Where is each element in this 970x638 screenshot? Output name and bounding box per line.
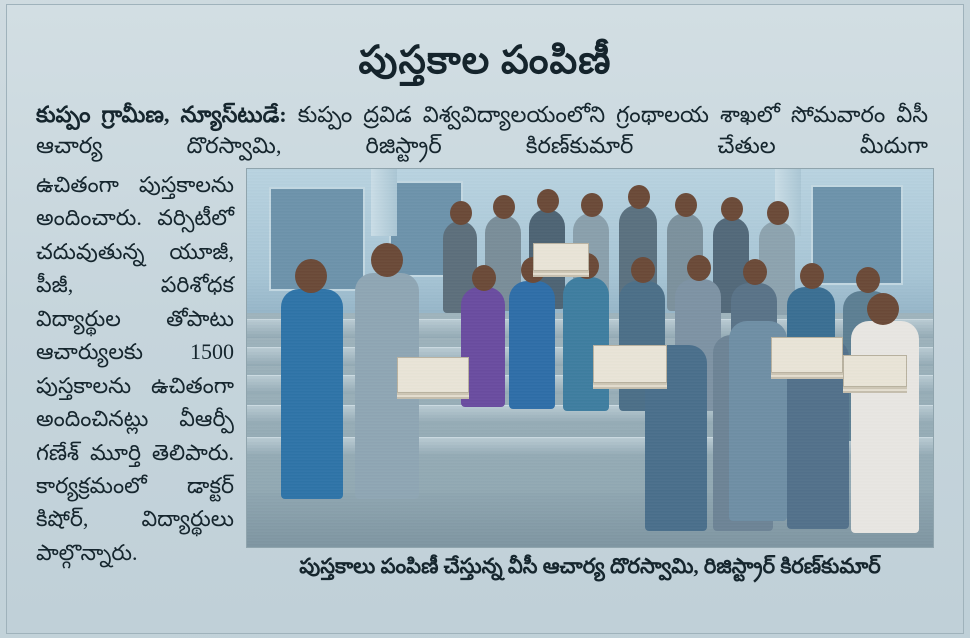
photo-pillar [371, 169, 397, 236]
lead-text: కుప్పం ద్రవిడ విశ్వవిద్యాలయంలోని గ్రంథాలయ శాఖలో సోమవారం వీసీ ఆచార్య దొరస్వామి, రిజిస్ట్రార్ కిరణ్‌కుమార్ చేతుల మీదుగా [36, 101, 928, 159]
photo-book-stack [771, 337, 843, 373]
dateline: కుప్పం గ్రామీణ, న్యూస్‌టుడే: [36, 101, 287, 127]
photo-person-head [743, 259, 767, 285]
photo-person-head [295, 259, 327, 293]
photo-book-stack [593, 345, 667, 383]
photo-person-head [493, 195, 515, 219]
article-lead [36, 99, 928, 163]
photo-person-head [675, 193, 697, 217]
photo-caption: పుస్తకాలు పంపిణీ చేస్తున్న వీసీ ఆచార్య దొరస్వామి, రిజిస్ట్రార్ కిరణ్‌కుమార్ [299, 554, 881, 578]
photo-book-stack [533, 243, 589, 271]
photo-person-vc [281, 289, 343, 499]
photo-person-head [687, 255, 711, 281]
photo-book-stack [843, 355, 907, 387]
photo-person-head [450, 201, 472, 225]
photo-canvas [246, 168, 934, 548]
photo-person-head [800, 263, 824, 289]
photo-book-stack [397, 357, 469, 393]
photo-person-head [721, 197, 743, 221]
photo-window [811, 185, 903, 285]
photo-person [563, 277, 609, 411]
photo-person-head [767, 201, 789, 225]
photo-person-head [371, 243, 403, 277]
photo-person [851, 321, 919, 533]
photo-person-head [867, 293, 899, 325]
photo-person-head [537, 189, 559, 213]
article-photo [246, 168, 934, 548]
photo-person-head [631, 257, 655, 283]
photo-person [509, 281, 555, 409]
photo-person-head [472, 265, 496, 291]
photo-person-head [856, 267, 880, 293]
photo-person-head [581, 193, 603, 217]
photo-person-head [628, 185, 650, 209]
article-body: ఉచితంగా పుస్తకాలను అందించారు. వర్సిటీలో చదువుతున్న యూజీ, పీజీ, పరిశోధక విద్యార్థుల తోపాటు ఆచార్యులకు 1500 పుస్తకాలను ఉచితంగా అందించినట్లు వీఆర్పీ గణేశ్ మూర్తి తెలిపారు. కార్యక్రమంలో డాక్టర్ కిషోర్, విద్యార్థులు పాల్గొన్నారు. [36, 172, 234, 565]
page-title: పుస్తకాల పంపిణీ [358, 39, 612, 83]
